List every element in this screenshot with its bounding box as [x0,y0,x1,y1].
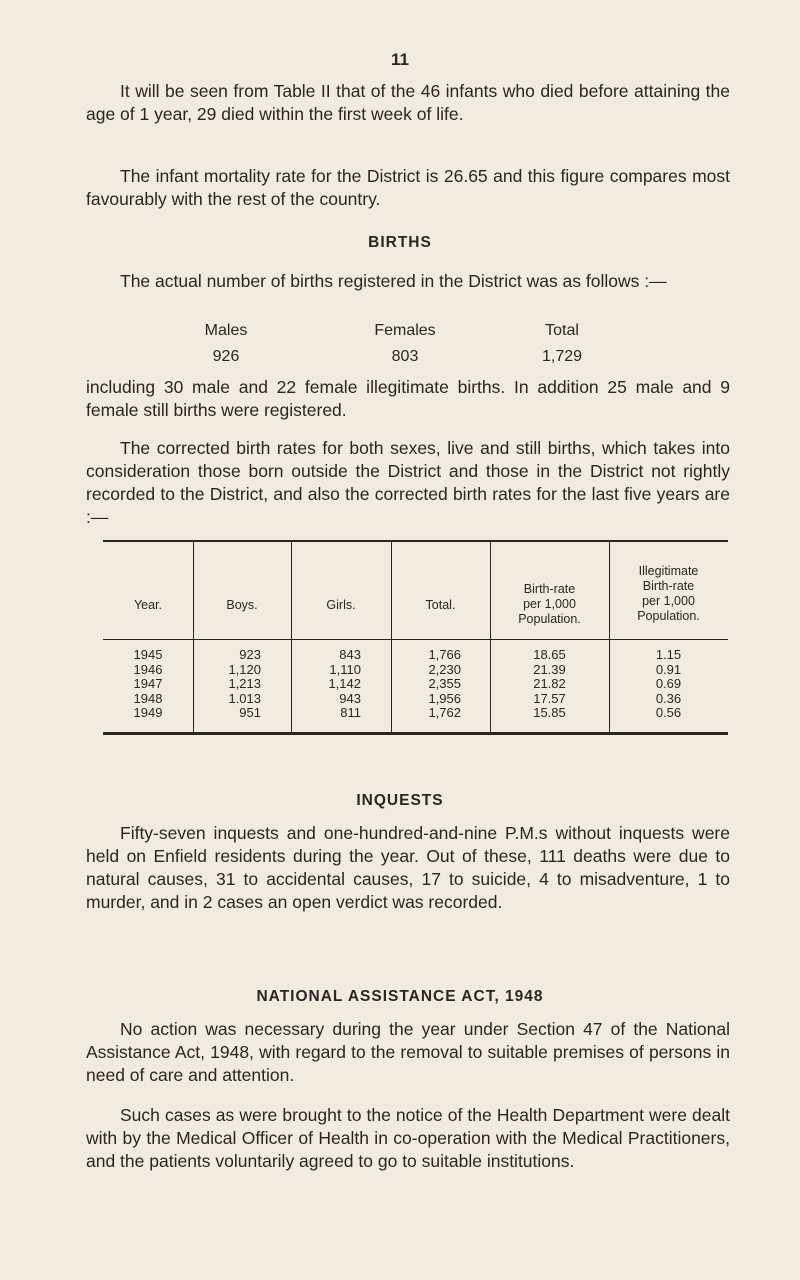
header-birth-rate [490,582,609,627]
births-paragraph-3: The corrected birth rates for both sexes, live and still births, which takes into consideration those born outside the District and those in the District not rightly recorded to the District, and also the corrected birth rates for the last five years are :— [86,438,730,527]
births-heading: BIRTHS [368,234,432,251]
header-illegitimate-line: Population. [637,609,700,623]
cell-year: 1949 [133,705,163,720]
table-top-rule [103,540,728,542]
header-birth-rate-line: Birth-rate [523,582,576,596]
cell-birth-rate: 15.85 [533,705,566,720]
boys-column [193,648,261,721]
intro-paragraph-1: It will be seen from Table II that of the 46 infants who died before attaining the age of 1 year, 29 died within the first week of life. [86,81,730,124]
cell-birth-rate: 17.57 [533,690,566,706]
cell-total: 2,230 [428,661,461,677]
cell-total: 1,762 [428,705,461,720]
cell-girls: 943 [339,690,361,706]
females-label: Females [374,322,436,339]
page-number: 11 [391,50,409,69]
cell-girls: 1,142 [328,676,361,691]
cell-year: 1946 [133,661,163,677]
header-illegitimate-line: Birth-rate [642,579,695,593]
girls-column [291,648,361,721]
header-boys: Boys. [226,598,258,612]
cell-boys: 923 [239,647,261,662]
header-total: Total. [425,598,456,612]
total-label: Total [545,322,579,339]
header-illegitimate-line: per 1,000 [642,594,695,608]
total-column [391,648,461,721]
year-column [103,648,193,721]
cell-illegitimate-rate: 1.15 [655,647,682,662]
intro-paragraph-2: The infant mortality rate for the District is 26.65 and this figure compares most favourably with the rest of the country. [86,166,730,209]
total-value: 1,729 [541,348,583,365]
table-bottom-rule [103,732,728,735]
header-birth-rate-line: per 1,000 [523,597,576,611]
cell-birth-rate: 18.65 [533,647,566,662]
cell-year: 1947 [133,676,163,691]
header-year: Year. [133,598,163,612]
header-illegitimate-line: Illegitimate [638,564,699,578]
births-paragraph-1: The actual number of births registered in the District was as follows :— [120,271,667,291]
cell-total: 1,956 [428,690,461,706]
national-assistance-heading: NATIONAL ASSISTANCE ACT, 1948 [256,988,544,1005]
header-illegitimate-rate [609,564,728,624]
cell-boys: 1.013 [228,690,261,706]
cell-illegitimate-rate: 0.56 [655,705,682,720]
cell-year: 1945 [133,647,163,662]
cell-illegitimate-rate: 0.91 [655,661,682,677]
inquests-heading: INQUESTS [356,792,444,809]
cell-birth-rate: 21.39 [533,661,566,677]
males-label: Males [204,322,248,339]
cell-illegitimate-rate: 0.69 [655,676,682,691]
cell-total: 2,355 [428,676,461,691]
cell-boys: 1,213 [228,676,261,691]
females-value: 803 [391,348,419,365]
cell-boys: 951 [239,705,261,720]
births-paragraph-2: including 30 male and 22 female illegitimate births. In addition 25 male and 9 female still births were registered. [86,377,730,420]
cell-girls: 811 [340,705,361,720]
header-birth-rate-line: Population. [518,612,581,626]
table-header-rule [103,639,728,640]
assistance-paragraph-1: No action was necessary during the year under Section 47 of the National Assistance Act, 1948, with regard to the removal to suitable premises of persons in need of care and attention. [86,1019,730,1085]
cell-total: 1,766 [428,647,461,662]
cell-birth-rate: 21.82 [533,676,566,691]
cell-illegitimate-rate: 0.36 [655,690,682,706]
males-value: 926 [212,348,240,365]
inquests-paragraph: Fifty-seven inquests and one-hundred-and-nine P.M.s without inquests were held on Enfield residents during the year. Out of these, 111 deaths were due to natural causes, 31 to accidental causes, 17 to suicide, 4 to misadventure, 1 to murder, and in 2 cases an open verdict was recorded. [86,823,730,912]
cell-girls: 843 [339,647,361,662]
birth-rate-column [490,648,609,721]
illegitimate-rate-column [609,648,728,721]
cell-boys: 1,120 [228,661,261,677]
cell-girls: 1,110 [329,661,361,677]
assistance-paragraph-2: Such cases as were brought to the notice of the Health Department were dealt with by the Medical Officer of Health in co-operation with the Medical Practitioners, and the patients voluntarily agreed to go to suitable institutions. [86,1105,730,1171]
header-girls: Girls. [326,598,356,612]
cell-year: 1948 [133,690,163,706]
